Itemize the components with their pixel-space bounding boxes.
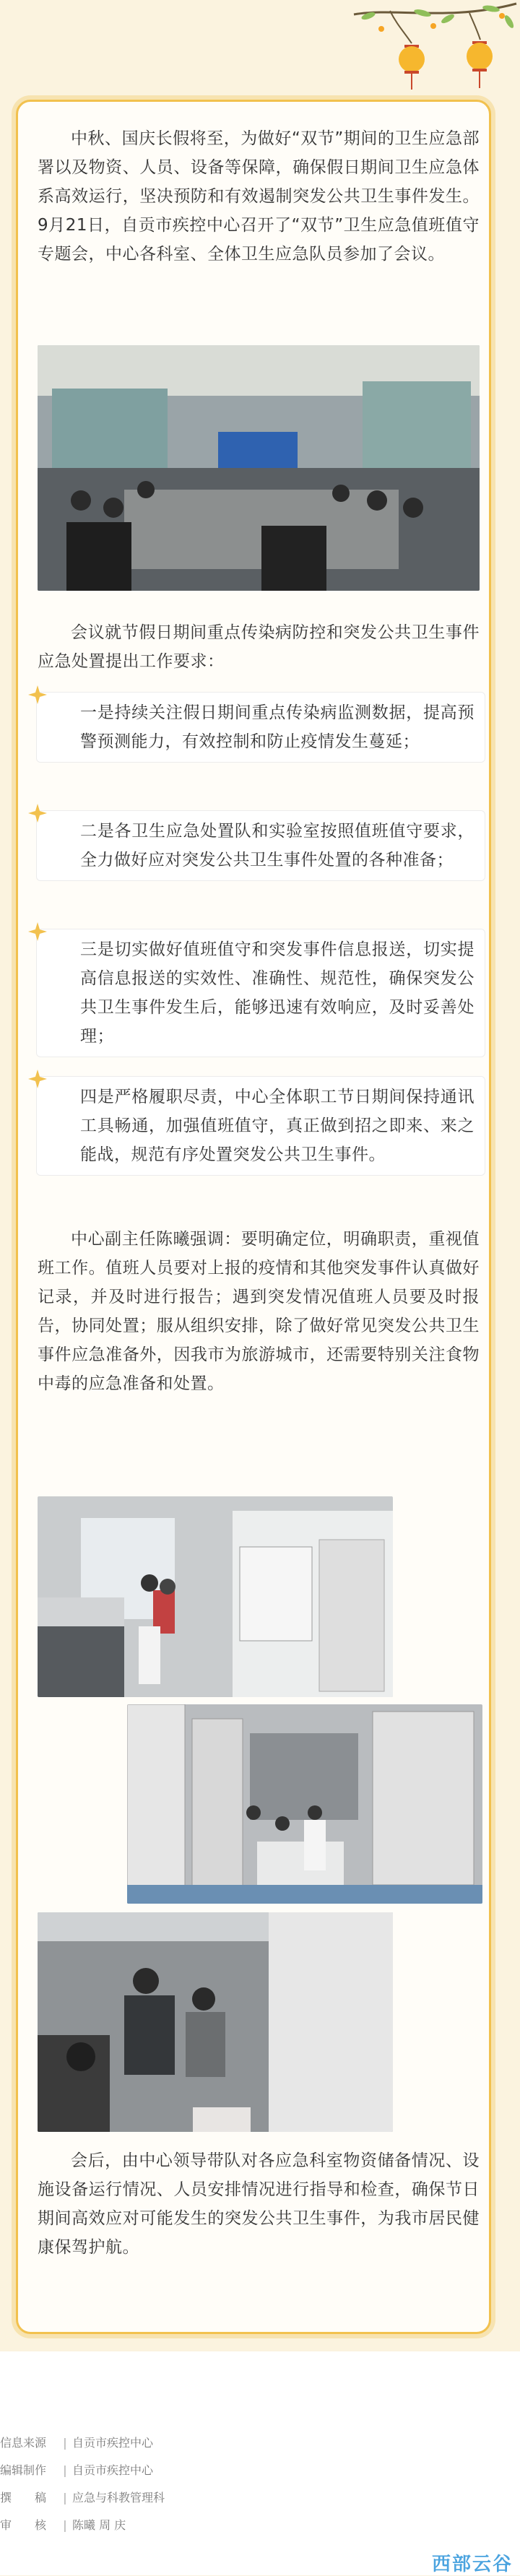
- lab-inspection-photo-2: [127, 1704, 482, 1904]
- lab-inspection-photo-3: [38, 1912, 393, 2132]
- footer-reviewer: 审 核 | 陈曦 周 庆: [0, 2518, 126, 2532]
- sparkle-icon: [28, 804, 47, 823]
- sparkle-icon: [28, 922, 47, 941]
- footer-writer: 撰 稿 | 应急与科教管理科: [0, 2491, 165, 2505]
- requirement-text: 三是切实做好值班值守和突发事件信息报送，切实提高信息报送的实效性、准确性、规范性，确保突发公共卫生事件发生后，能够迅速有效响应，及时妥善处理；: [80, 940, 474, 1046]
- closing-paragraph: 会后，由中心领导带队对各应急科室物资储备情况、设施设备运行情况、人员安排情况进行指导和检查，确保节日期间高效应对可能发生的突发公共卫生事件，为我市居民健康保驾护航。: [38, 2151, 480, 2257]
- lantern-branch-decoration: [347, 0, 520, 101]
- footer-editor: 编辑制作 | 自贡市疾控中心: [0, 2463, 154, 2477]
- requirement-text: 四是严格履职尽责，中心全体职工节日期间保持通讯工具畅通，加强值班值守，真正做到招之即来、来之能战，规范有序处置突发公共卫生事件。: [80, 1088, 474, 1164]
- intro-paragraph: 中秋、国庆长假将至，为做好“双节”期间的卫生应急部署以及物资、人员、设备等保障，确保假日期间卫生应急体系高效运行，坚决预防和有效遏制突发公共卫生事件发生。9月21日，自贡市疾控中心召开了“双节”卫生应急值班值守专题会，中心各科室、全体卫生应急队员参加了会议。: [38, 129, 480, 264]
- sparkle-icon: [28, 1070, 47, 1088]
- requirement-card-2: [36, 810, 485, 881]
- deputy-paragraph: 中心副主任陈曦强调：要明确定位，明确职责，重视值班工作。值班人员要对上报的疫情和其他突发事件认真做好记录，并及时进行报告；遇到突发情况值班人员要及时报告，协同处置；服从组织安排，除了做好常见突发公共卫生事件应急准备外，因我市为旅游城市，还需要特别关注食物中毒的应急准备和处置。: [38, 1230, 480, 1393]
- sparkle-icon: [28, 685, 47, 704]
- requirement-card-1: [36, 692, 485, 763]
- requirements-lead: 会议就节假日期间重点传染病防控和突发公共卫生事件应急处置提出工作要求：: [38, 623, 480, 671]
- meeting-photo: [38, 345, 480, 591]
- requirement-text: 一是持续关注假日期间重点传染病监测数据，提高预警预测能力，有效控制和防止疫情发生蔓延；: [80, 703, 474, 751]
- lab-inspection-photo-1: [38, 1496, 393, 1697]
- requirement-text: 二是各卫生应急处置队和实验室按照值班值守要求，全力做好应对突发公共卫生事件处置的各种准备；: [80, 822, 474, 869]
- footer-source: 信息来源 | 自贡市疾控中心: [0, 2436, 154, 2450]
- requirement-card-3: [36, 929, 485, 1057]
- requirement-card-4: [36, 1076, 485, 1176]
- brand-watermark: 西部云谷: [431, 2554, 513, 2575]
